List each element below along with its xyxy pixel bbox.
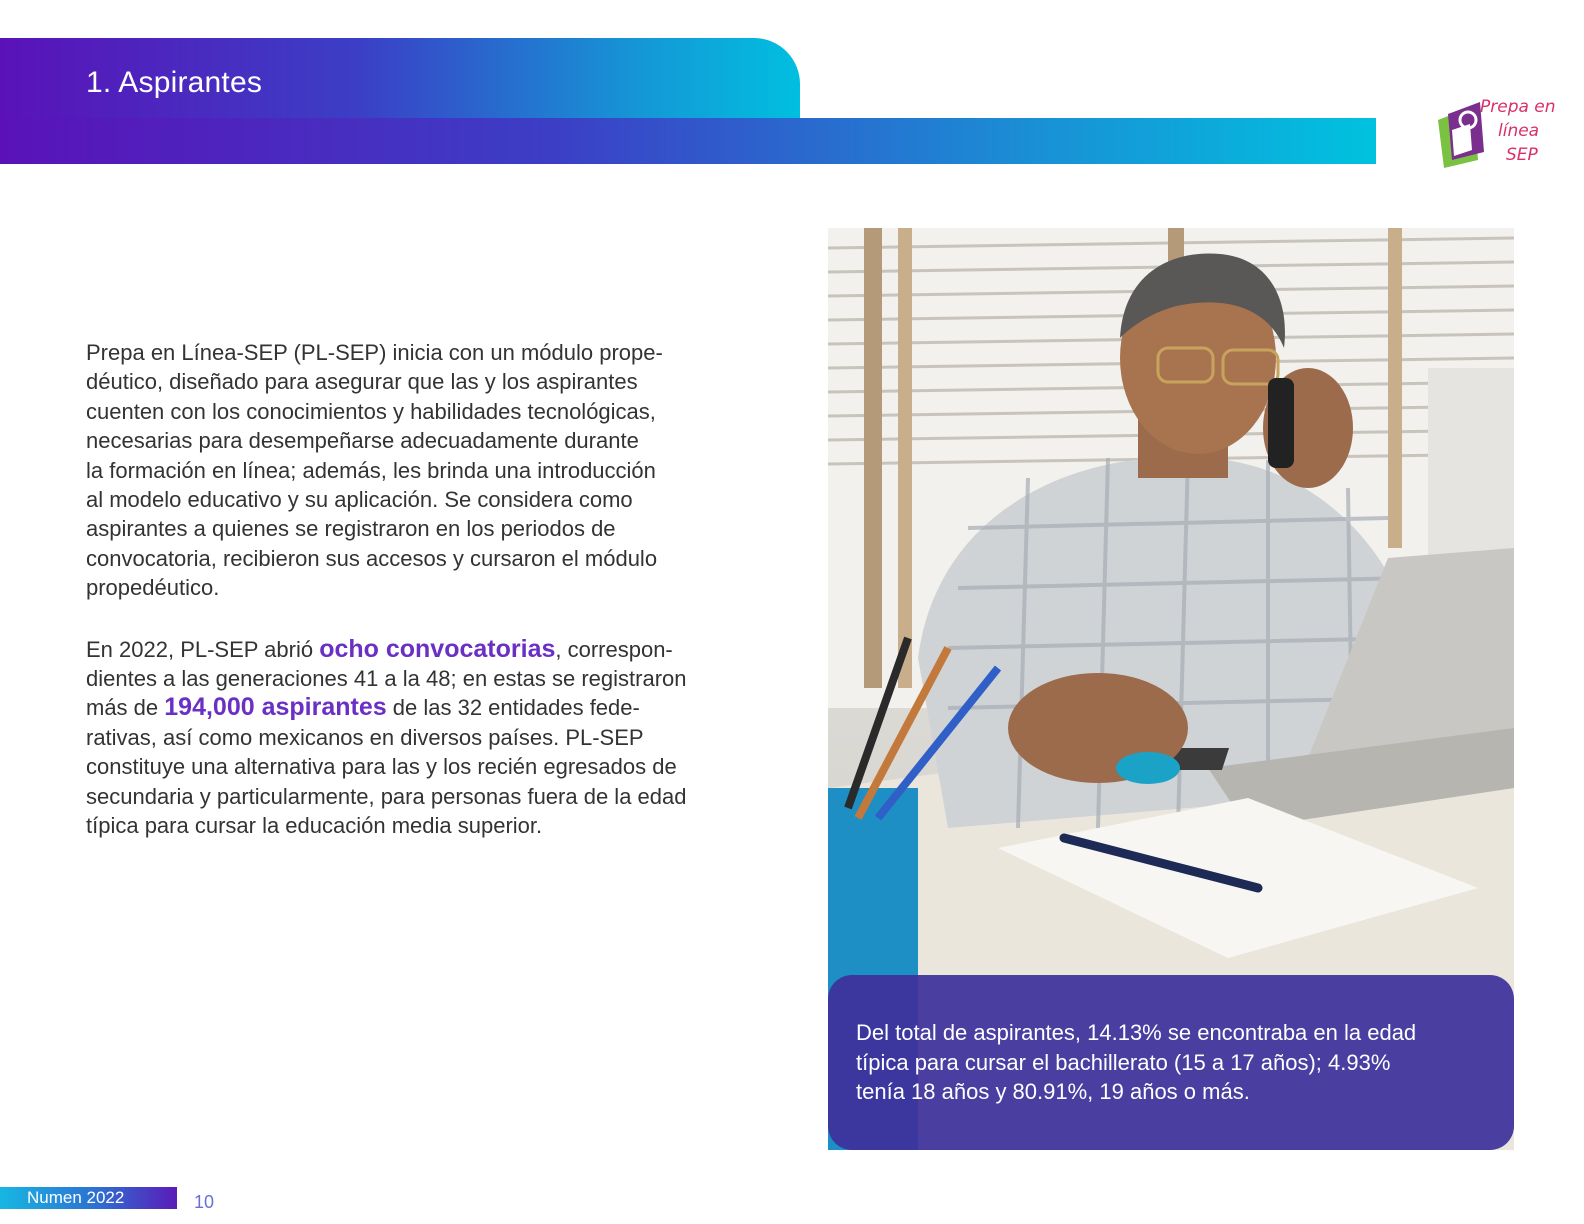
highlight-aspirantes: 194,000 aspirantes <box>164 693 387 722</box>
para2-text-c: de las 32 entidades fede- rativas, así como mexicanos en diversos países. PL-SEP constituye una alternativa para las y los recién egresados de secundaria y particularmente, para personas fuera de la edad típica para cursar la educación media superior. <box>86 695 687 839</box>
logo-text-2: línea <box>1498 121 1540 141</box>
prepa-en-linea-sep-logo <box>1434 90 1556 174</box>
page-number: 10 <box>194 1192 215 1212</box>
section-title: 1. Aspirantes <box>86 66 263 99</box>
convocatorias-paragraph <box>86 635 786 841</box>
footer-publication: Numen 2022 <box>0 1187 177 1209</box>
para2-text-a: En 2022, PL-SEP abrió <box>86 636 320 662</box>
header-bar <box>0 118 1376 164</box>
logo-text-3: SEP <box>1506 145 1538 165</box>
logo-text-1: Prepa en <box>1480 97 1556 117</box>
logo-graphic <box>1434 90 1556 174</box>
para2-text-b: , correspon- dientes a las generaciones 41 a la 48; en estas se registraron más de <box>86 636 687 721</box>
caption-text: Del total de aspirantes, 14.13% se encontraba en la edad típica para cursar el bachillerato (15 a 17 años); 4.93% tenía 18 años y 80.91%, 19 años o más. <box>856 1020 1417 1104</box>
highlight-convocatorias: ocho convocatorias <box>319 634 556 663</box>
intro-paragraph: Prepa en Línea-SEP (PL-SEP) inicia con un módulo prope- déutico, diseñado para asegurar que las y los aspirantes cuenten con los conocimientos y habilidades tecnológicas, necesarias para desempeñarse adecuadamente durante la formación en línea; además, les brinda una introducción al modelo educativo y su aplicación. Se considera como aspirantes a quienes se registraron en los periodos de convocatoria, recibieron sus accesos y cursaron el módulo propedéutico. <box>86 340 663 601</box>
body-text <box>86 338 786 841</box>
